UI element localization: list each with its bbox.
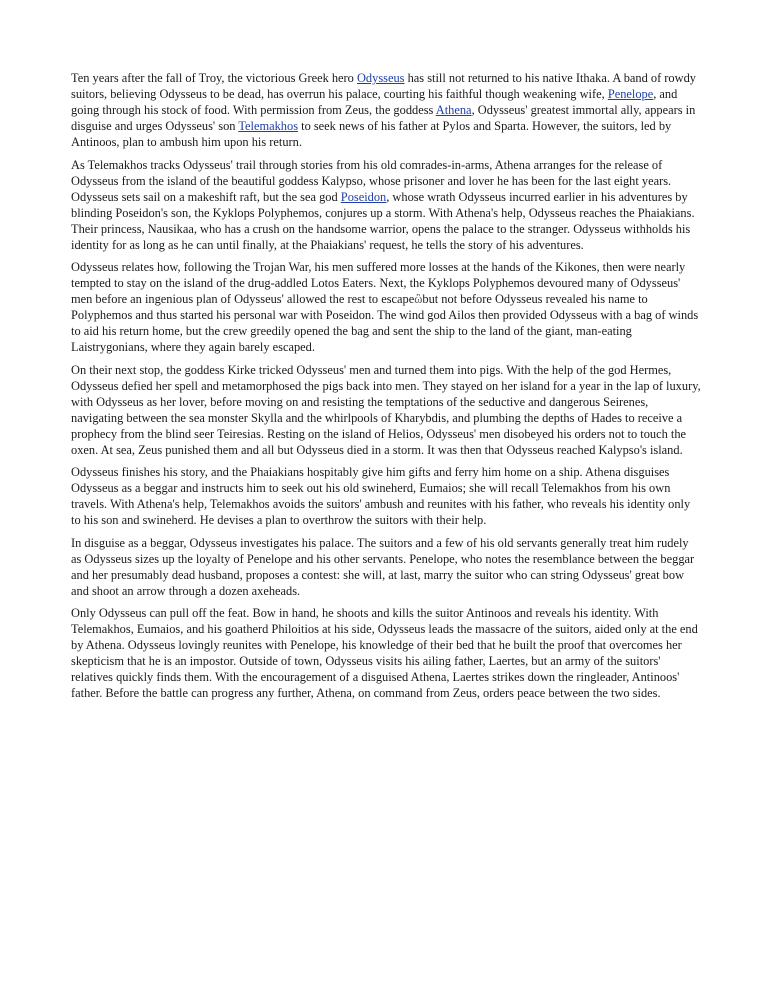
paragraph-7 [71, 605, 701, 701]
text-run: Odysseus finishes his story, and the Phaiakians hospitably give him gifts and ferry him home on a ship. Athena disguises Odysseus as a beggar and instructs him to seek out his old swineherd, Eumaios; she will recall Telemakhos from his own travels. With Athena's help, Telemakhos avoids the suitors' ambush and reunites with his father, who reveals his identity only to his son and swineherd. He devises a plan to overthrow the suitors with their help. [71, 465, 691, 527]
link-telemakhos[interactable]: Telemakhos [238, 119, 299, 133]
paragraph-2 [71, 157, 701, 253]
paragraph-4 [71, 362, 701, 458]
text-run: , whose wrath Odysseus incurred earlier in his adventures by blinding Poseidon's son, the Kyklops Polyphemos, conjures up a storm. With Athena's help, Odysseus reaches the Phaiakians. Their princess, Nausikaa, who has a crush on the handsome warrior, opens the palace to the stranger. Odysseus withholds his identity for as long as he can until finally, at the Phaiakians' request, he tells the story of his adventures. [71, 189, 695, 252]
text-run: As Telemakhos tracks Odysseus' trail through stories from his old comrades-in-arms, Athena arranges for the release of Odysseus from the island of the beautiful goddess Kalypso, whose prisoner and lover he has been for the last eight years. Odysseus sets sail on a makeshift raft, but the sea god [71, 157, 672, 204]
text-run: to seek news of his father at Pylos and Sparta. However, the suitors, led by Antinoos, plan to ambush him upon his return. [71, 119, 672, 149]
text-run: Ten years after the fall of Troy, the victorious Greek hero [71, 71, 357, 85]
text-run: has still not returned to his native Ithaka. A band of rowdy suitors, believing Odysseus to be dead, has overrun his palace, courting his faithful though weakening wife, [71, 71, 696, 101]
text-run: On their next stop, the goddess Kirke tricked Odysseus' men and turned them into pigs. With the help of the god Hermes, Odysseus defied her spell and metamorphosed the pigs back into men. They stayed on her island for a year in the lap of luxury, with Odysseus as her lover, before moving on and resisting the temptations of the seductive and dangerous Seirenes, navigating between the sea monster Skylla and the whirlpools of Kharybdis, and plumbing the depths of Hades to receive a prophecy from the blind seer Teiresias. Resting on the island of Helios, Odysseus' men disobeyed his orders not to touch the oxen. At sea, Zeus punished them and all but Odysseus died in a storm. It was then that Odysseus reached Kalypso's island. [71, 362, 701, 457]
paragraph-5 [71, 464, 701, 528]
text-run: but not before Odysseus revealed his name to Polyphemos and thus started his personal war with Poseidon. The wind god Ailos then provided Odysseus with a bag of winds to aid his return home, but the crew greedily opened the bag and sent the ship to the land of the giant, man-eating Laistrygonians, where they again barely escaped. [71, 292, 699, 354]
text-run: , Odysseus' greatest immortal ally, appears in disguise and urges Odysseus' son [71, 103, 696, 133]
link-penelope[interactable]: Penelope [607, 87, 654, 101]
paragraph-1 [71, 70, 701, 150]
link-odysseus[interactable]: Odysseus [356, 71, 405, 85]
paragraph-3 [71, 259, 701, 355]
paragraph-6 [71, 535, 701, 599]
link-poseidon[interactable]: Poseidon [340, 189, 387, 204]
link-athena[interactable]: Athena [435, 103, 472, 117]
text-run: Odysseus relates how, following the Trojan War, his men suffered more losses at the hands of the Kikones, then were nearly tempted to stay on the island of the drug-addled Lotos Eaters. Next, the Kyklops Polyphemos devoured many of Odysseus' men before an ingenious plan of Odysseus' allowed the rest to escape [71, 260, 686, 306]
text-run: In disguise as a beggar, Odysseus investigates his palace. The suitors and a few of his old servants generally treat him rudely as Odysseus sizes up the loyalty of Penelope and his other servants. Penelope, who notes the resemblance between the beggar and her presumably dead husband, proposes a contest: she will, at last, marry the suitor who can string Odysseus' great bow and shoot an arrow through a dozen axeheads. [71, 535, 695, 598]
text-run: Only Odysseus can pull off the feat. Bow in hand, he shoots and kills the suitor Antinoos and reveals his identity. With Telemakhos, Eumaios, and his goatherd Philoitios at his side, Odysseus leads the massacre of the suitors, aided only at the end by Athena. Odysseus lovingly reunites with Penelope, his knowledge of their bed that he built the proof that overcomes her skepticism that he is an impostor. Outside of town, Odysseus visits his ailing father, Laertes, but an army of the suitors' relatives quickly finds them. With the encouragement of a disguised Athena, Laertes strikes down the ringleader, Antinoos' father. Before the battle can progress any further, Athena, on command from Zeus, orders peace between the two sides. [71, 606, 698, 700]
special-glyph: ὢ [414, 292, 423, 306]
document-page [71, 70, 701, 708]
text-run: , and going through his stock of food. With permission from Zeus, the goddess [71, 87, 678, 117]
